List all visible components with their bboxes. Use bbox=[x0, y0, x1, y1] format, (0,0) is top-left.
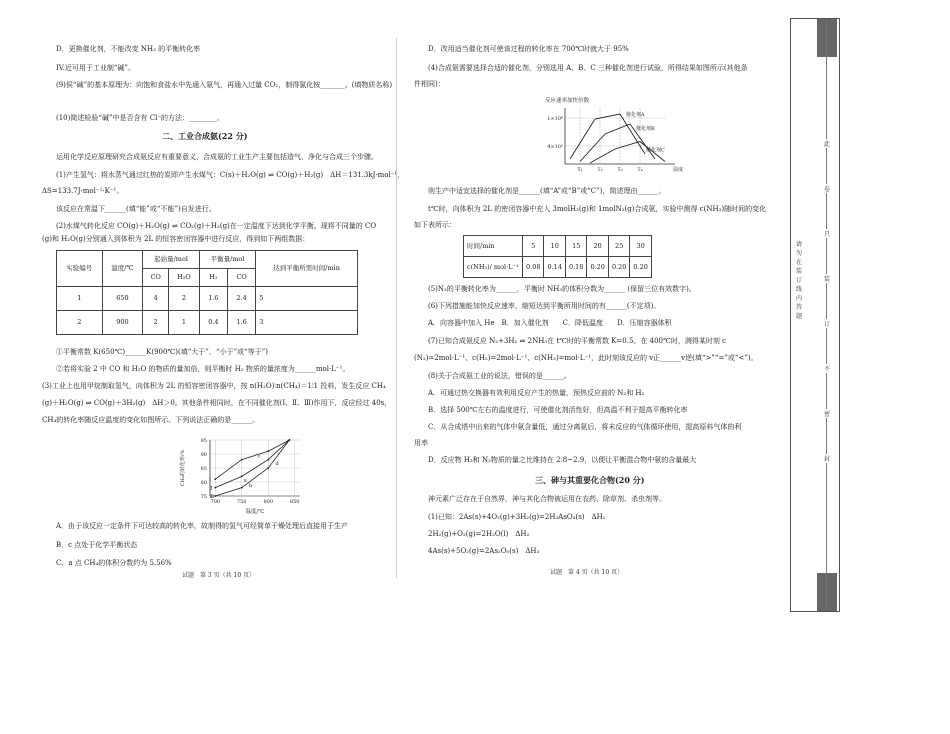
table-subheader: H₂O bbox=[169, 269, 200, 287]
margin-band bbox=[817, 19, 837, 57]
table-cell: 0.20 bbox=[608, 257, 629, 278]
question-line: 运用化学反应原理研究合成氨反应有重要意义，合成氨的工业生产主要包括造气、净化与合成三个步骤。 bbox=[56, 153, 378, 161]
y-axis-label: CH₄的转化率/% bbox=[180, 449, 186, 487]
table-cell: 1 bbox=[169, 311, 200, 335]
table-header: 时间/min bbox=[464, 236, 523, 257]
table-cell: 0.20 bbox=[587, 257, 608, 278]
question-line: (g)＋H₂O(g) ⇌ CO(g)＋3H₂(g) ΔH＞0。其他条件相同时，在不同催化剂(Ⅰ、Ⅱ、Ⅲ)作用下，反应经过 40s， bbox=[42, 399, 392, 407]
section-title: 二、工业合成氨(22 分) bbox=[162, 131, 248, 141]
question-line: 4As(s)+5O₂(g)=2As₂O₅(s) ΔH₃ bbox=[428, 547, 540, 555]
data-point bbox=[241, 487, 243, 489]
question-line: (1)已知：2As(s)+4O₂(g)+3H₂(g)=2H₃AsO₄(s) ΔH₁ bbox=[428, 513, 606, 521]
margin-band bbox=[817, 573, 837, 611]
x-tick-label: 700 bbox=[210, 499, 221, 505]
question-line: C．从合成塔中出来的气体中氨含量低，通过分离氨后，将未反应的气体循环使用，提高原料气体的利 bbox=[428, 423, 742, 431]
data-point bbox=[214, 478, 216, 480]
series-line-1 bbox=[215, 440, 289, 479]
table-cell: 5 bbox=[523, 236, 544, 257]
x-tick-label: 800 bbox=[263, 499, 274, 505]
margin-label: 订 bbox=[821, 319, 833, 328]
table-cell: 2 bbox=[143, 311, 169, 335]
margin-label: 封 bbox=[821, 454, 833, 463]
page-divider bbox=[396, 38, 397, 578]
margin-label: 只 bbox=[821, 229, 833, 238]
y-tick-label: 80 bbox=[200, 480, 207, 486]
question-line: ②若将实验 2 中 CO 和 H₂O 的物质的量加倍，则平衡时 H₂ 物质的量浓度为______mol·L⁻¹。 bbox=[56, 365, 350, 373]
question-line: D．改用适当催化剂可使该过程的转化率在 700℃时就大于 95% bbox=[428, 45, 629, 53]
question-line: D．更换催化剂，不能改变 NH₃ 的平衡转化率 bbox=[56, 45, 201, 53]
point-annotation: c bbox=[257, 453, 261, 460]
table-header: 达到平衡所需时间/min bbox=[256, 251, 358, 287]
table-cell: 2 bbox=[169, 287, 200, 311]
data-point bbox=[267, 450, 269, 452]
question-line: A．可通过热交换器有效利用反应产生的热量，预热反应前的 N₂和 H₂ bbox=[428, 389, 645, 397]
table-cell: 30 bbox=[630, 236, 651, 257]
table-cell: 3 bbox=[256, 311, 358, 335]
question-line: (5)N₂的平衡转化率为______，平衡时 NH₃的体积分数为______ (保留三位有效数字)。 bbox=[428, 285, 696, 293]
point-annotation: b bbox=[249, 482, 253, 489]
question-line: (9)侯“碱”的基本原理为：向饱和食盐水中先通入氨气，再通入过量 CO₂，制得氯化铵_______。(填物质名称) bbox=[56, 81, 393, 89]
section-title: 三、砷与其重要化合物(20 分) bbox=[535, 475, 645, 485]
data-point bbox=[267, 467, 269, 469]
data-point bbox=[214, 487, 216, 489]
y-tick-label: 85 bbox=[200, 466, 207, 472]
table-header: 实验编号 bbox=[57, 251, 103, 287]
question-line: (N₂)=2mol·L⁻¹、c(H₂)=2mol·L⁻¹、c(NH₃)=mol·L⁻¹，此时刻该反应的 v正______v逆(填“>”“=”或“<”)。 bbox=[414, 354, 758, 362]
data-point bbox=[214, 495, 216, 497]
question-line: 该反应在常温下______(填“能”或“不能”)自发进行。 bbox=[56, 205, 216, 213]
question-line: CH₄的转化率随反应温度的变化如图所示。下列说法正确的是______。 bbox=[42, 416, 260, 424]
table-cell: 1.6 bbox=[227, 311, 255, 335]
series-label: 催化剂C bbox=[646, 147, 665, 154]
question-line: ①平衡常数 K(650℃)______K(900℃)(填“大于”、“小于”或“等于”) bbox=[56, 348, 268, 356]
table-header: 起始量/mol bbox=[143, 251, 199, 269]
table-cell: 2.4 bbox=[227, 287, 255, 311]
page-footer: 试题 第 4 页（共 10 页） bbox=[550, 569, 624, 576]
margin-label: 此 bbox=[821, 139, 833, 148]
margin-label: 密 bbox=[821, 409, 833, 418]
question-line: (1)产生氢气：将水蒸气通过红热的炭即产生水煤气：C(s)＋H₂O(g) ⇌ CO(g)＋H₂(g) ΔH＝131.3kJ·mol⁻¹， bbox=[56, 171, 405, 179]
question-line: (7)已知合成氨反应 N₂+3H₂ ⇌ 2NH₃在 t℃时的平衡常数 K=0.5。在 400℃时，测得某时刻 c bbox=[428, 337, 726, 345]
x-tick-label: 850 bbox=[289, 499, 300, 505]
question-line: B．c 点处于化学平衡状态 bbox=[56, 541, 138, 549]
y-tick-label: 95 bbox=[200, 438, 207, 444]
y-tick-label: 4×10⁵ bbox=[547, 144, 563, 150]
nh3-concentration-table bbox=[463, 235, 652, 278]
series-label: Ⅲ bbox=[209, 494, 215, 500]
experiment-table bbox=[56, 250, 358, 335]
table-cell: 0.4 bbox=[199, 311, 227, 335]
x-tick-label: T₃ bbox=[617, 167, 623, 173]
margin-label: 装 bbox=[821, 274, 833, 283]
y-tick-label: 75 bbox=[200, 494, 207, 500]
data-point bbox=[241, 476, 243, 478]
question-line: (g)和 H₂O(g)分别通入到体积为 2L 的恒容密闭容器中进行反应，得到如下两组数据： bbox=[42, 235, 310, 243]
point-annotation: a bbox=[243, 477, 247, 484]
y-tick-label: 1×10⁸ bbox=[547, 116, 563, 122]
table-cell: 900 bbox=[102, 311, 143, 335]
table-header: 平衡量/mol bbox=[199, 251, 255, 269]
margin-label: 不 bbox=[821, 364, 833, 373]
x-tick-label: T₂ bbox=[597, 167, 603, 173]
series-label: Ⅱ bbox=[209, 485, 213, 492]
question-line: B．选择 500℃左右的温度进行，可使催化剂活性好，但高温不利于提高平衡转化率 bbox=[428, 406, 688, 414]
margin-label: 卷 bbox=[821, 184, 833, 193]
table-cell: 2 bbox=[57, 311, 103, 335]
y-tick-label: 90 bbox=[200, 452, 207, 458]
margin-note: 请勿在装订线内答题 bbox=[796, 241, 803, 320]
table-cell: 15 bbox=[565, 236, 586, 257]
point-annotation: d bbox=[275, 461, 279, 468]
x-axis-label: 温度 bbox=[673, 167, 684, 173]
ch4-conversion-chart bbox=[172, 432, 312, 517]
question-line: A．向容器中加入 He B．加入催化剂 C．降低温度 D．压缩容器体积 bbox=[428, 319, 672, 327]
catalyst-rate-chart bbox=[525, 94, 685, 179]
question-line: ΔS=133.7J·mol⁻¹·K⁻¹。 bbox=[42, 187, 124, 195]
table-cell: 0.08 bbox=[523, 257, 544, 278]
table-subheader: CO bbox=[143, 269, 169, 287]
chart-title: 反应速率加快倍数 bbox=[545, 98, 590, 104]
data-point bbox=[289, 439, 291, 441]
series-label: 催化剂B bbox=[636, 126, 655, 132]
question-line: 2H₂(g)+O₂(g)=2H₂O(l) ΔH₂ bbox=[428, 530, 530, 538]
question-line: t℃时，向体积为 2L 的密闭容器中充入 3molH₂(g)和 1molN₂(g)合成氨，实验中测得 c(NH₃)随时间的变化 bbox=[428, 205, 767, 213]
question-line: 神元素广泛存在于自然界，神与其化合物被运用在农药、除草剂、杀虫剂等。 bbox=[428, 495, 666, 503]
table-cell: 650 bbox=[102, 287, 143, 311]
question-line: D．反应物 H₂和 N₂物质的量之比维持在 2.8~2.9，以便让平衡混合物中氨的含量最大 bbox=[428, 456, 697, 464]
question-line: 件相同)： bbox=[414, 80, 445, 88]
series-line-1 bbox=[570, 114, 645, 159]
question-line: IV.近可用于工业制“碱”。 bbox=[56, 64, 135, 72]
table-cell: 25 bbox=[608, 236, 629, 257]
table-cell: 20 bbox=[587, 236, 608, 257]
question-line: (8)关于合成氨工业的说法，错误的是______。 bbox=[428, 372, 571, 380]
series-label: Ⅰ bbox=[209, 477, 212, 484]
table-cell: 0.20 bbox=[630, 257, 651, 278]
x-tick-label: T₁ bbox=[577, 167, 583, 173]
binding-margin bbox=[790, 18, 840, 612]
question-line: 如下表所示： bbox=[414, 221, 456, 229]
table-header: c(NH₃)/ mol·L⁻¹ bbox=[464, 257, 523, 278]
question-line: (4)合成氨需要选择合适的催化剂，分别选用 A、B、C 三种催化剂进行试验，所得结果如图所示(其他条 bbox=[428, 64, 748, 72]
question-line: 则生产中适宜选择的催化剂是______(填“A”或“B”或“C”)，简述理由______。 bbox=[428, 187, 666, 195]
series-label: 催化剂A bbox=[626, 112, 645, 118]
page-footer: 试题 第 3 页（共 10 页） bbox=[182, 572, 256, 579]
question-line: (10)简述检验“碱”中是否含有 Cl⁻的方法：________。 bbox=[56, 114, 225, 122]
table-subheader: CO bbox=[227, 269, 255, 287]
table-cell: 1 bbox=[57, 287, 103, 311]
data-point bbox=[241, 459, 243, 461]
question-line: (2)水煤气转化反应 CO(g)＋H₂O(g) ⇌ CO₂(g)＋H₂(g)在一定温度下达到化学平衡。现将不同量的 CO bbox=[56, 222, 377, 230]
table-header: 温度/℃ bbox=[102, 251, 143, 287]
binding-line bbox=[826, 21, 827, 609]
table-cell: 10 bbox=[544, 236, 565, 257]
table-cell: 1.6 bbox=[199, 287, 227, 311]
table-cell: 0.14 bbox=[544, 257, 565, 278]
question-line: (3)工业上也用甲烷制取氢气，向体积为 2L 的恒容密闭容器中，按 n(H₂O)∶n(CH₄)＝1∶1 投料，发生反应 CH₄ bbox=[42, 382, 386, 390]
table-cell: 0.18 bbox=[565, 257, 586, 278]
question-line: (6)下列措施能加快反应速率，缩短达到平衡所用时间的有______(不定项)。 bbox=[428, 302, 661, 310]
question-line: 用率 bbox=[414, 439, 428, 447]
table-cell: 5 bbox=[256, 287, 358, 311]
question-line: A．由于该反应一定条件下可达较高的转化率，故制得的氢气可经简单干燥处理后直接用于生产 bbox=[56, 522, 349, 530]
x-tick-label: T₄ bbox=[637, 167, 643, 173]
table-cell: 4 bbox=[143, 287, 169, 311]
data-point bbox=[267, 459, 269, 461]
x-tick-label: 750 bbox=[236, 499, 247, 505]
table-subheader: H₂ bbox=[199, 269, 227, 287]
question-line: C．a 点 CH₄的体积分数约为 5.56% bbox=[56, 559, 172, 567]
x-axis-label: 温度/℃ bbox=[245, 509, 265, 515]
